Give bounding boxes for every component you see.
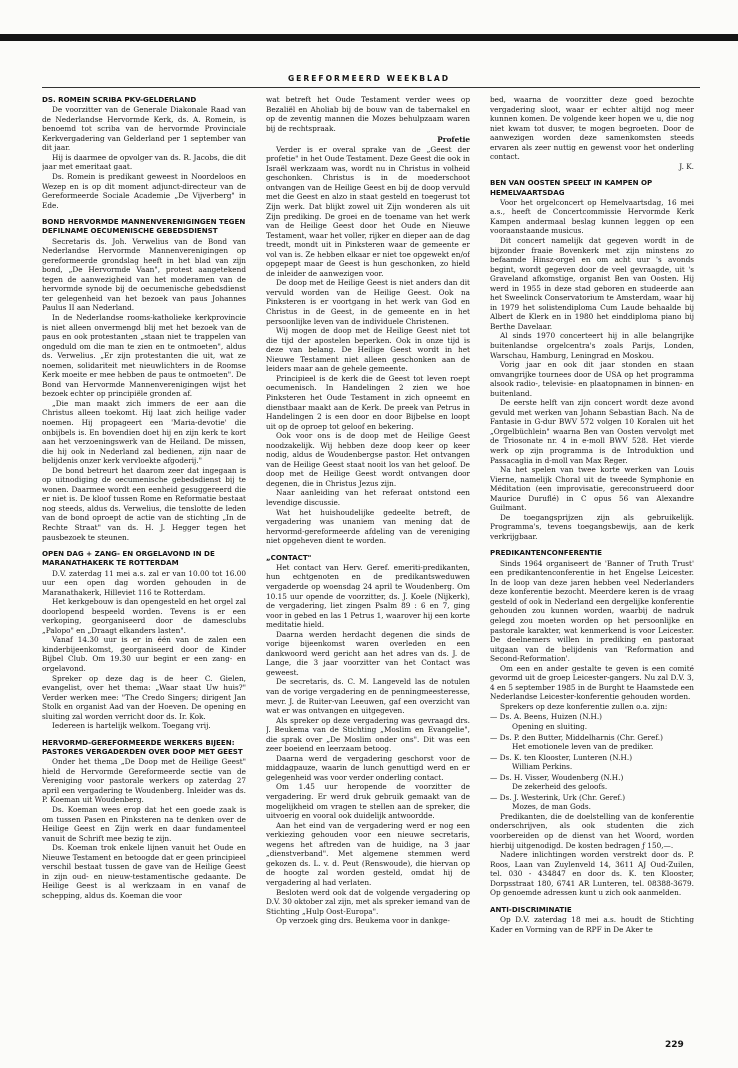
- paragraph: Voor het orgelconcert op Hemelvaartsdag, 16 mei a.s., heeft de Concertcommissie Hervormde Kerk Kampen andermaal beslag kunnen leggen op een vooraanstaande musicus.: [490, 197, 694, 236]
- paragraph: De bond betreurt het daarom zeer dat ingegaan is op uitnodiging de oecumenische gebedsdienst bij te wonen. Daarmee wordt een eenheid gesuggereerd die er niet is. De kloof tussen Rome en Reformatie bestaat nog steeds, aldus ds. Verwelius, die tenslotte de leden van de bond oproept de actie van de stichting „In de Rechte Straat" van ds. H. J. Hegger tegen het pausbezoek te steunen.: [42, 465, 246, 542]
- paragraph: Vanaf 14.30 uur is er in één van de zalen een kinderbijeenkomst, georganiseerd door de Kinder Bijbel Club. Om 19.30 uur begint er een zang- en orgelavond.: [42, 635, 246, 673]
- paragraph: De doop met de Heilige Geest is niet anders dan dit vervuld worden van de Heilige Geest. Ook na Pinksteren is er voortgang in het werk van God en Christus in de Geest, in de gemeente en in het persoonlijke leven van de individuele Christenen.: [266, 278, 470, 326]
- section-heading: ANTI-DISCRIMINATIE: [490, 904, 572, 914]
- paragraph: Sinds 1964 organiseert de 'Banner of Truth Trust' een predikantenconferentie in het Engelse Leicester. In de loop van deze jaren hebben veel Nederlanders deze konferentie bezocht. Meerdere keren is de vraag gesteld of ook in Nederland een dergelijke konferentie gehouden zou kunnen worden, waarbij de nadruk gelegd zou moeten worden op het persoonlijke en pastorale karakter, wat kenmerkend is voor Leicester. De deelnemers willen in prediking en pastoraat uitgaan van de belijdenis van 'Reformation and Second-Reformation'.: [490, 558, 694, 664]
- publication-title: GEREFORMEERD WEEKBLAD: [287, 74, 451, 83]
- speaker-line: — Ds. K. ten Klooster, Lunteren (N.H.): [490, 752, 633, 762]
- paragraph: Al sinds 1970 concerteert hij in alle belangrijke buitenlandse orgelcentra's zoals Parijs, Londen, Warschau, Hamburg, Leningrad en Moskou.: [490, 331, 694, 360]
- paragraph: Besloten werd ook dat de volgende vergadering op D.V. 30 oktober zal zijn, met als spreker iemand van de Stichting „Hulp Oost-Europa".: [266, 887, 470, 916]
- paragraph: Verder is er overal sprake van de „Geest der profetie" in het Oude Testament. Deze Geest die ook in Israël werkzaam was, wordt nu in Christus in volheid geschonken. Christus is in de moederschoot ontvangen van de Heilige Geest en bij de doop vervuld met die Geest en alzo in staat gesteld en toegerust tot Zijn werk. Dat blijkt zowel uit Zijn wonderen als uit Zijn prediking. De groei en de toename van het werk van de Heilige Geest door het Oude en Nieuwe Testament, waar het voller, rijker en dieper aan de dag treedt, mondt uit in Pinksteren waar de gemeente er vol van is. Ze hebben elkaar er niet toe opgewekt en/of opgepept maar de Geest is hun geschonken, zo hield de inleider de aanwezigen voor.: [266, 144, 470, 278]
- paragraph: Predikanten, die de doelstelling van de konferentie onderschrijven, als ook studenten die zich voorbereiden op de dienst van het Woord, worden hierbij uitgenodigd. De kosten bedragen ƒ 150,—.: [490, 811, 694, 850]
- paragraph: Principieel is de kerk die de Geest tot leven roept oecumenisch. In Handelingen 2 zien we hoe Pinksteren het Oude Testament in zich opneemt en dienstbaar maakt aan de Kerk. De preek van Petrus in Handelingen 2 is een door en door Bijbelse en loopt uit op de oproep tot geloof en bekering.: [266, 373, 470, 431]
- section-heading: BEN VAN OOSTEN SPEELT IN KAMPEN OP HEMELVAARTSDAG: [490, 178, 653, 197]
- signature: J. K.: [679, 161, 694, 171]
- speaker-line: — Ds. P. den Butter, Middelharnis (Chr. Geref.): [490, 732, 663, 742]
- paragraph: „Die man maakt zich immers de eer aan die Christus alleen toekomt. Hij laat zich heilige vader noemen. Hij propageert een 'Maria-devotie' die onbijbels is. En bovendien doet hij en zijn kerk te kort aan het verzoeningswerk van de Heiland. De missen, die hij ook in Nederland zal bedienen, zijn naar de belijdenis onzer kerk vervloekte afgoderij.": [42, 398, 246, 466]
- paragraph: Onder het thema „De Doop met de Heilige Geest" hield de Hervormde Gereformeerde sectie van de Vereniging voor pastorale werkers op zaterdag 27 april een vergadering te Woudenberg. Inleider was ds. P. Koeman uit Woudenberg.: [42, 757, 246, 805]
- section-heading: OPEN DAG + ZANG- EN ORGELAVOND IN DE MARANATHAKERK TE ROTTERDAM: [42, 549, 215, 568]
- paragraph: Ook voor ons is de doop met de Heilige Geest noodzakelijk. Wij hebben deze doop keer op keer nodig, aldus de Woudenbergse pastor. Het ontvangen van de Heilige Geest staat nooit los van het geloof. De doop met de Heilige Geest wordt ontvangen door degenen, die in Christus Jezus zijn.: [266, 431, 470, 488]
- paragraph: De secretaris, ds. C. M. Langeveld las de notulen van de vorige vergadering en de penningmeesteresse, mevr. J. de Ruiter-van Leeuwen, gaf een overzicht van wat er was ontvangen en uitgegeven.: [266, 677, 470, 716]
- paragraph: D.V. zaterdag 11 mei a.s. zal er van 10.00 tot 16.00 uur een open dag worden gehouden in de Maranathakerk, Hilleviet 116 te Rotterdam.: [42, 568, 246, 597]
- paragraph: Vorig jaar en ook dit jaar stonden en staan omvangrijke tournees door de USA op het programma alsook radio-, televisie- en plaatopnamen in binnen- en buitenland.: [490, 360, 694, 398]
- paragraph: Naar aanleiding van het referaat ontstond een levendige discussie.: [266, 488, 470, 507]
- paragraph: Dit concert namelijk dat gegeven wordt in de bijzonder fraaie Bovenkerk met zijn minstens zo befaamde Hinsz-orgel en om acht uur 's avonds begint, wordt gegeven door de veel gevraagde, uit 's Graveland afkomstige, organist Ben van Oosten. Hij werd in 1955 in deze stad geboren en studeerde aan het Sweelinck Conservatorium te Amsterdam, waar hij in 1979 het solistendiploma Cum Laude behaalde bij Albert de Klerk en in 1980 het einddiploma piano bij Berthe Davelaar.: [490, 235, 694, 331]
- page-number: 229: [665, 1040, 684, 1050]
- paragraph: Daarna werden herdacht degenen die sinds de vorige bijeenkomst waren overleden en een dankwoord werd gericht aan het adres van ds. J. de Lange, die 3 jaar voorzitter van het Contact was geweest.: [266, 629, 470, 677]
- paragraph: Om een en ander gestalte te geven is een comité gevormd uit de groep Leicester-gangers. Nu zal D.V. 3, 4 en 5 september 1985 in de Burght te Haamstede een Nederlandse Leicester-konferentie gehouden worden.: [490, 663, 694, 702]
- paragraph: Aan het eind van de vergadering werd er nog een verkiezing gehouden voor een nieuwe secretaris, wegens het aftreden van de huidige, na 3 jaar „dienstverband". Met algemene stemmen werd gekozen ds. L. v. d. Peut (Renswoude), die hiervan op de hoogte zal worden gesteld, omdat hij de vergadering al had verlaten.: [266, 820, 470, 887]
- top-rule-bar: [0, 34, 738, 41]
- paragraph: bed, waarna de voorzitter deze goed bezochte vergadering sloot, waar er echter altijd nog meer kunnen komen. De volgende keer hopen we u, die nog niet kwam tot dusver, te mogen begroeten. Door de aanwezigen worden deze samenkomsten steeds ervaren als zeer nuttig en gewenst voor het onderling contact.: [490, 95, 694, 162]
- speaker-topic: Mozes, de man Gods.: [512, 802, 591, 812]
- paragraph: Het contact van Herv. Geref. emeriti-predikanten, hun echtgenoten en de predikantsweduwen vergaderde op woensdag 24 april te Woudenberg. Om 10.15 uur opende de voorzitter, ds. J. Koele (Nijkerk), de vergadering, liet zingen Psalm 89 : 6 en 7, ging voor in gebed en las 1 Petrus 1, waarover hij een korte meditatie hield.: [266, 562, 470, 630]
- paragraph: wat betreft het Oude Testament verder wees op Bezaliël en Aholiab bij de bouw van de tabernakel en op de zeventig mannen die Mozes behulpzaam waren bij de rechtspraak.: [266, 95, 470, 133]
- paragraph: Ds. Romein is predikant geweest in Noordeloos en Wezep en is op dit moment adjunct-directeur van de Gereformeerde Sociale Academie „De Vijverberg" in Ede.: [42, 172, 246, 210]
- paragraph: Daarna werd de vergadering geschorst voor de middagpauze, waarin de lunch genuttigd werd en er gelegenheid was voor verder onderling contact.: [266, 753, 470, 782]
- column-3: [490, 95, 694, 1022]
- paragraph: Nadere inlichtingen worden verstrekt door ds. P. Roos, Laan van Zuylenveld 14, 3611 AJ Oud-Zuilen, tel. 030 - 434847 en door ds. K. ten Klooster, Dorpsstraat 180, 6741 AR Lunteren, tel. 08388-3679. Op genoemde adressen kunt u zich ook aanmelden.: [490, 850, 694, 898]
- paragraph: Het kerkgebouw is dan opengesteld en het orgel zal doorlopend bespeeld worden. Tevens is er een verkoping, georganiseerd door de damesclubs „Palopo" en „Draagt elkanders lasten".: [42, 597, 246, 635]
- paragraph: De voorzitter van de Generale Diakonale Raad van de Nederlandse Hervormde Kerk, ds. A. Romein, is benoemd tot scriba van de hervormde Provinciale Kerkvergadering van Gelderland per 1 september van dit jaar.: [42, 105, 246, 153]
- paragraph: Ds. Koeman trok enkele lijnen vanuit het Oude en Nieuwe Testament en betoogde dat er geen principieel verschil bestaat tussen de gave van de Heilige Geest in zijn oud- en nieuw-testamentische gedaante. De Heilige Geest is al werkzaam in en vanaf de schepping, aldus ds. Koeman die voor: [42, 843, 246, 900]
- paragraph: Sprekers op deze konferentie zullen o.a. zijn:: [500, 701, 668, 711]
- column-1: [42, 95, 246, 1022]
- paragraph: Iedereen is hartelijk welkom. Toegang vrij.: [52, 721, 211, 731]
- speaker-topic: Opening en sluiting.: [512, 721, 588, 731]
- paragraph: Secretaris ds. Joh. Verwelius van de Bond van Nederlandse Hervormde Mannenverenigingen op gereformeerde grondslag heeft in het blad van zijn bond, „De Hervormde Vaan", protest aangetekend tegen de aanwezigheid van het moderamen van de hervormde synode bij de oecumenische gebedsdienst ter gelegenheid van het bezoek van paus Johannes Paulus II aan Nederland.: [42, 236, 246, 313]
- paragraph: Na het spelen van twee korte werken van Louis Vierne, namelijk Choral uit de tweede Symphonie en Méditation (een improvisatie, gereconstrueerd door Maurice Duruflé) in C opus 56 van Alexandre Guilmant.: [490, 465, 694, 513]
- paragraph: Om 1.45 uur heropende de voorzitter de vergadering. Er werd druk gebruik gemaakt van de mogelijkheid om vragen te stellen aan de spreker, die uitvoerig en vooral ook duidelijk antwoordde.: [266, 782, 470, 821]
- column-2: [266, 95, 470, 1022]
- paragraph: Als spreker op deze vergadering was gevraagd drs. J. Beukema van de Stichting „Moslim en Evangelie", die sprak over „De Moslim onder ons". Dit was een zeer boeiend en leerzaam betoog.: [266, 715, 470, 754]
- paragraph: Hij is daarmee de opvolger van ds. R. Jacobs, die dit jaar met emeritaat gaat.: [42, 152, 246, 172]
- paragraph: Wat het huishoudelijke gedeelte betreft, de vergadering was unaniem van mening dat de hervormd-gereformeerde afdeling van de vereniging niet opgeheven dient te worden.: [266, 507, 470, 546]
- paragraph: Op D.V. zaterdag 18 mei a.s. houdt de Stichting Kader en Vorming van de RPF in De Aker te: [490, 915, 694, 934]
- section-heading: PREDIKANTENCONFERENTIE: [490, 548, 603, 558]
- section-heading: DS. ROMEIN SCRIBA PKV-GELDERLAND: [42, 95, 197, 104]
- speaker-line: — Ds. A. Beens, Huizen (N.H.): [490, 712, 603, 722]
- paragraph: De toegangsprijzen zijn als gebruikelijk. Programma's, tevens toegangsbewijs, aan de kerk verkrijgbaar.: [490, 512, 694, 541]
- speaker-topic: Het emotionele leven van de prediker.: [512, 742, 654, 752]
- speaker-topic: William Perkins.: [512, 762, 573, 772]
- section-heading: BOND HERVORMDE MANNENVERENIGINGEN TEGEN DEFILNAME OECUMENISCHE GEBEDSDIENST: [42, 217, 246, 236]
- paragraph: Spreker op deze dag is de heer C. Gielen, evangelist, over het thema: „Waar staat Uw huis?" Verder werken mee: "The Credo Singers; dirigent Jan Stolk en organist Aad van der Hoeven. De opening en sluiting zal worden verricht door ds. Ir. Kok.: [42, 673, 246, 721]
- speaker-topic: De zekerheid des geloofs.: [512, 782, 608, 792]
- section-heading: HERVORMD-GEREFORMEERDE WERKERS BIJEEN: PASTORES VERGADERDEN OVER DOOP MET GEEST: [42, 737, 243, 757]
- section-heading: „CONTACT": [266, 552, 312, 562]
- paragraph: Op verzoek ging drs. Beukema voor in dankge-: [276, 916, 450, 926]
- paragraph: Ds. Koeman wees erop dat het een goede zaak is om tussen Pasen en Pinksteren na te denken over de Heilige Geest en Zijn werk en daar fundamenteel vanuit de Schrift mee bezig te zijn.: [42, 804, 246, 843]
- speaker-line: — Ds. J. Westerink, Urk (Chr. Geref.): [490, 792, 626, 802]
- paragraph: De eerste helft van zijn concert wordt deze avond gevuld met werken van Johann Sebastian Bach. Na de Fantasie in G-dur BWV 572 volgen 10 Koralen uit het „Orgelbüchlein" waarna Ben van Oosten vervolgt met de Triosonate nr. 4 in e-moll BWV 528. Het vierde werk op zijn programma is de Introduktion und Passacaglia in d-moll van Max Reger.: [490, 398, 694, 465]
- paragraph: Wij mogen de doop met de Heilige Geest niet tot die tijd der apostelen beperken. Ook in onze tijd is deze van belang. De Heilige Geest wordt in het Nieuwe Testament niet alleen geschonken aan de leiders maar aan de gehele gemeente.: [266, 326, 470, 374]
- subheading: Profetie: [437, 135, 470, 145]
- speaker-line: — Ds. H. Visser, Woudenberg (N.H.): [490, 772, 624, 782]
- paragraph: In de Nederlandse rooms-katholieke kerkprovincie is niet alleen onvermengd blij met het bezoek van de paus en ook protestanten „staan niet te trappelen van ongeduld om die man te zien en te ontmoeten", aldus ds. Verwelius. „Er zijn protestanten die uit, wat ze noemen, solidariteit met nieuwlichters in de Roomse Kerk moeite er mee hebben de paus te ontmoeten". De Bond van Hervormde Mannenverenigingen wijst het bezoek echter op principiële gronden af.: [42, 313, 246, 399]
- header-rule: [42, 87, 700, 88]
